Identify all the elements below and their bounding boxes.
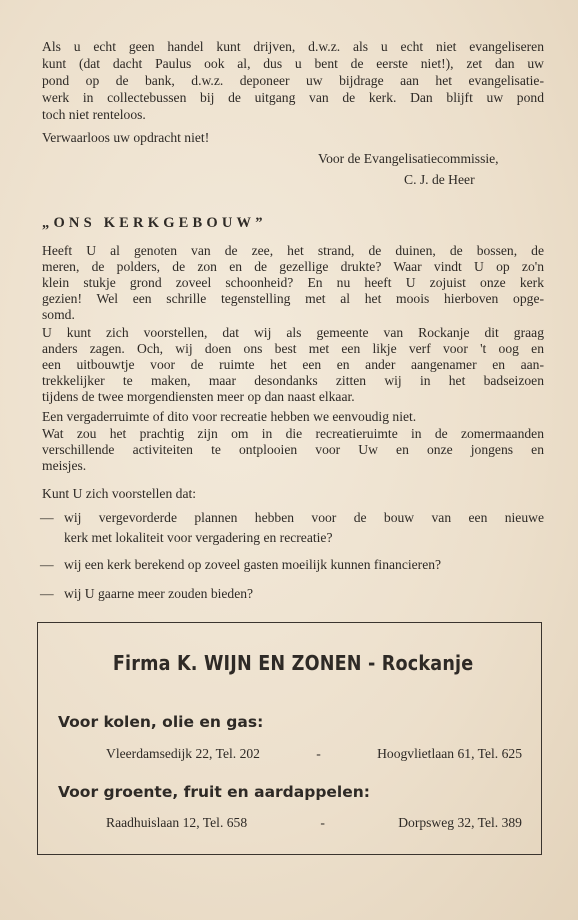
p3-line-1: Een vergaderruimte of dito voor recreatie hebben we eenvoudig niet.	[42, 409, 417, 424]
advert-separator: -	[316, 746, 321, 761]
dash-icon: —	[40, 510, 54, 525]
advert-address-4: Dorpsweg 32, Tel. 389	[398, 815, 522, 830]
signature-name: C. J. de Heer	[404, 172, 475, 187]
intro-line-1: Als u echt geen handel kunt drijven, d.w.z. als u echt niet evangeliseren	[42, 39, 544, 54]
signature-org: Voor de Evangelisatiecommissie,	[318, 151, 499, 166]
p2-line-5: tijdens de twee morgendiensten meer op dan naast elkaar.	[42, 389, 355, 404]
p2-line-3: een uitbouwtje voor de ruimte het een en ander aangenamer en aan-	[42, 357, 544, 372]
intro-line-4: werk in collectebussen bij de uitgang van de kerk. Dan blijft uw pond	[42, 90, 544, 105]
article-paragraph-2	[42, 325, 544, 405]
advert-section-1-heading: Voor kolen, olie en gas:	[58, 713, 264, 731]
question-intro: Kunt U zich voorstellen dat:	[42, 486, 197, 501]
closing-line: Verwaarloos uw opdracht niet!	[42, 130, 210, 145]
p4-line-2: verschillende activiteiten te ontplooien voor Uw en onze jongens en	[42, 442, 544, 457]
advert-section-1-addresses	[106, 746, 522, 762]
intro-line-2: kunt (dat dacht Paulus ook al, dus u bent de eerste niet!), zet dan uw	[42, 56, 544, 71]
p4-line-1: Wat zou het prachtig zijn om in die recreatieruimte in de zomermaanden	[42, 426, 544, 441]
bullet-3-line-1: wij U gaarne meer zouden bieden?	[64, 586, 254, 601]
advert-address-3: Raadhuislaan 12, Tel. 658	[106, 815, 248, 830]
bullet-2-line-1: wij een kerk berekend op zoveel gasten moeilijk kunnen financieren?	[64, 557, 442, 572]
intro-line-3: pond op de bank, d.w.z. deponeer uw bijdrage aan het evangelisatie-	[42, 73, 544, 88]
p1-line-4: gezien! Wel een schrille tegenstelling met al het moois hierboven opge-	[42, 291, 544, 306]
advert-section-2-addresses	[106, 815, 522, 831]
dash-icon: —	[40, 586, 54, 601]
bullet-1-line-1: wij vergevorderde plannen hebben voor de bouw van een nieuwe	[64, 510, 544, 525]
p2-line-1: U kunt zich voorstellen, dat wij als gemeente van Rockanje dit graag	[42, 325, 544, 340]
advertisement-box	[37, 622, 542, 855]
article-paragraph-3	[42, 409, 544, 425]
article-paragraph-4	[42, 426, 544, 474]
advert-section-2-heading: Voor groente, fruit en aardappelen:	[58, 783, 370, 801]
p4-line-3: meisjes.	[42, 458, 87, 473]
p1-line-1: Heeft U al genoten van de zee, het strand, de duinen, de bossen, de	[42, 243, 544, 258]
advert-title: Firma K. WIJN EN ZONEN - Rockanje	[112, 651, 474, 675]
p1-line-5: somd.	[42, 307, 75, 322]
intro-paragraph	[42, 38, 544, 123]
advert-separator: -	[320, 815, 325, 830]
advert-address-2: Hoogvlietlaan 61, Tel. 625	[377, 746, 522, 761]
article-paragraph-1	[42, 243, 544, 323]
p1-line-3: klein stukje grond zoveel schoonheid? En nu heeft U zojuist onze kerk	[42, 275, 544, 290]
intro-line-5: toch niet renteloos.	[42, 107, 146, 122]
dash-icon: —	[40, 557, 54, 572]
p1-line-2: meren, de polders, de zon en de gezellige drukte? Waar vindt U op zo'n	[42, 259, 544, 274]
article-heading: „ONS KERKGEBOUW”	[42, 215, 267, 231]
bullet-1-line-2: kerk met lokaliteit voor vergadering en recreatie?	[64, 530, 333, 545]
advert-address-1: Vleerdamsedijk 22, Tel. 202	[106, 746, 260, 761]
p2-line-2: anders zagen. Och, wij doen ons best met een likje verf voor 't oog en	[42, 341, 544, 356]
p2-line-4: trekkelijker te maken, maar desondanks zitten wij in het badseizoen	[42, 373, 544, 388]
